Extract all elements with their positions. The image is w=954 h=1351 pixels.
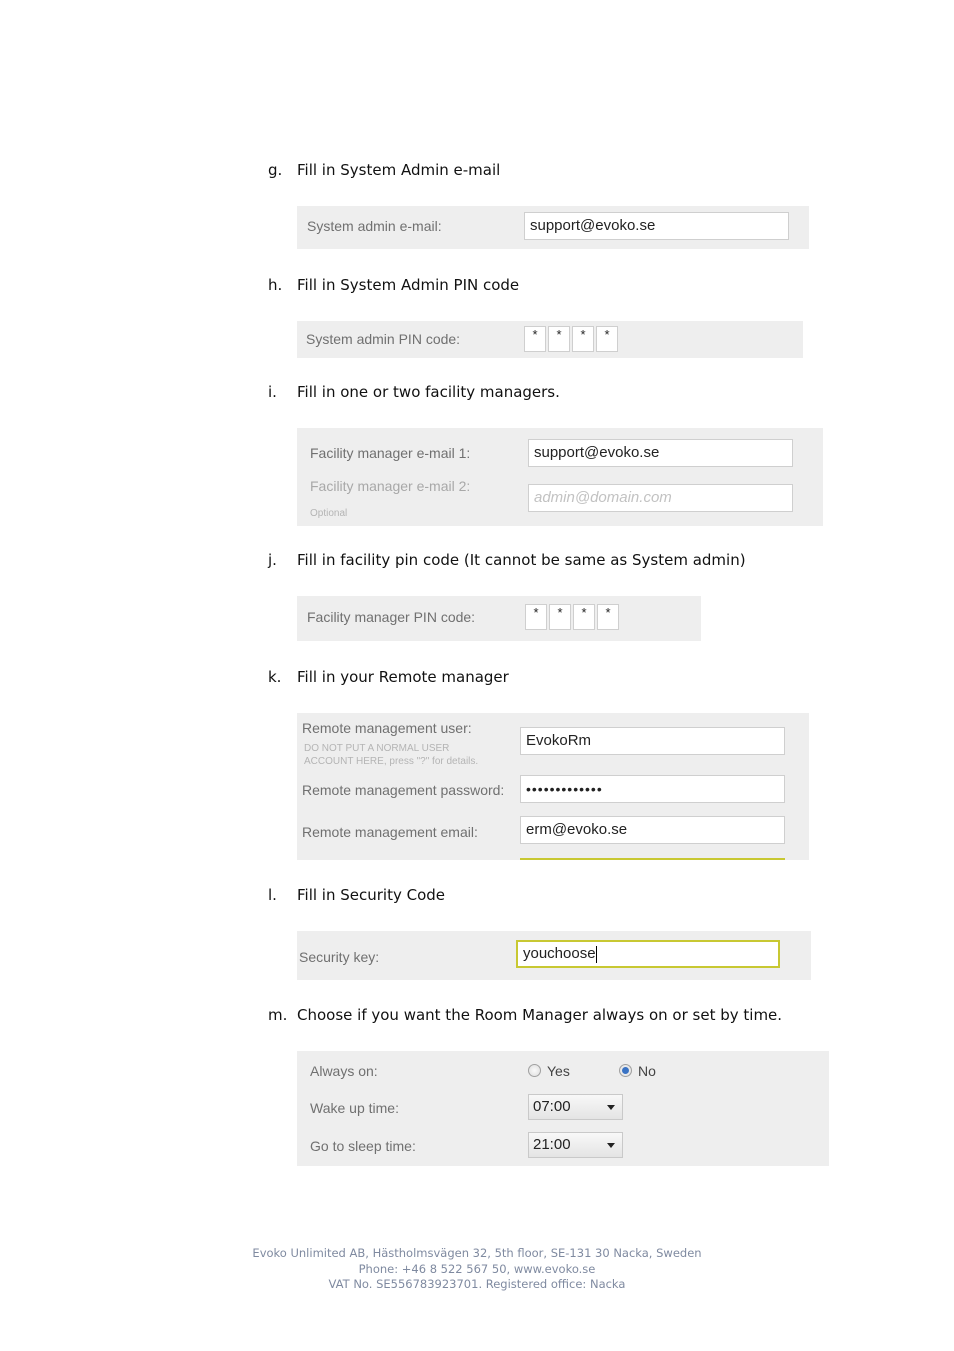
always-on-no-label[interactable]: No [638,1063,656,1079]
step-text: Fill in Security Code [297,886,446,904]
step-text: Fill in facility pin code (It cannot be same as System admin) [297,551,746,569]
remote-user-note-2: ACCOUNT HERE, press "?" for details. [304,756,479,767]
facility-email-1-label: Facility manager e-mail 1: [310,445,471,461]
step-marker: j. [268,551,277,569]
schedule-panel [297,1051,829,1166]
system-pin-digit-3[interactable]: * [572,326,594,352]
step-marker: m. [268,1006,288,1024]
step-marker: g. [268,161,283,179]
step-marker: k. [268,668,282,686]
remote-user-label: Remote management user: [302,720,472,736]
security-key-input[interactable] [516,940,780,968]
step-h [268,276,519,294]
sleep-time-label: Go to sleep time: [310,1138,416,1154]
always-on-label: Always on: [310,1063,378,1079]
footer [0,1246,954,1293]
chevron-down-icon [607,1105,615,1110]
step-g [268,161,500,179]
focus-underline [520,858,785,860]
step-text: Fill in one or two facility managers. [297,383,560,401]
security-key-value: youchoose [523,945,596,962]
always-on-yes-radio[interactable] [528,1064,541,1077]
step-marker: i. [268,383,277,401]
remote-email-input[interactable]: erm@evoko.se [520,816,785,844]
remote-user-input[interactable]: EvokoRm [520,727,785,755]
always-on-yes-label[interactable]: Yes [547,1063,570,1079]
system-pin-digit-4[interactable]: * [596,326,618,352]
step-text: Fill in System Admin e-mail [297,161,501,179]
chevron-down-icon [607,1143,615,1148]
facility-pin-digit-1[interactable]: * [525,604,547,630]
step-j [268,551,746,569]
facility-pin-label: Facility manager PIN code: [307,609,476,625]
footer-address: Evoko Unlimited AB, Hästholmsvägen 32, 5th floor, SE-131 30 Nacka, Sweden [252,1246,702,1260]
wake-up-time-value: 07:00 [533,1098,571,1115]
facility-pin-digit-4[interactable]: * [597,604,619,630]
remote-email-label: Remote management email: [302,824,478,840]
facility-pin-digit-3[interactable]: * [573,604,595,630]
system-email-panel [297,206,809,249]
facility-pin-panel [297,596,701,641]
system-pin-digit-2[interactable]: * [548,326,570,352]
facility-pin-digit-2[interactable]: * [549,604,571,630]
system-pin-panel [297,321,803,358]
facility-email-2-input[interactable]: admin@domain.com [528,484,793,512]
step-text: Fill in your Remote manager [297,668,509,686]
facility-email-1-input[interactable]: support@evoko.se [528,439,793,467]
step-i [268,383,560,401]
footer-phone: Phone: +46 8 522 567 50, www.evoko.se [358,1261,596,1276]
security-panel [297,931,811,980]
facility-email-2-optional: Optional [310,508,348,519]
step-m [268,1006,782,1024]
always-on-no-radio[interactable] [619,1064,632,1077]
step-marker: h. [268,276,283,294]
remote-user-note-1: DO NOT PUT A NORMAL USER [304,743,450,754]
system-pin-digit-1[interactable]: * [524,326,546,352]
step-k [268,668,509,686]
remote-panel [297,713,809,860]
step-l [268,886,445,904]
system-email-label: System admin e-mail: [307,218,442,234]
footer-vat: VAT No. SE556783923701. Registered office: Nacka [328,1277,626,1291]
wake-up-time-select[interactable] [528,1094,623,1120]
sleep-time-value: 21:00 [533,1136,571,1153]
remote-password-label: Remote management password: [302,782,505,798]
facility-panel [297,428,823,526]
remote-password-input[interactable]: ••••••••••••• [520,775,785,803]
system-email-input[interactable]: support@evoko.se [524,212,789,240]
facility-email-2-label: Facility manager e-mail 2: [310,478,471,494]
text-caret [596,946,597,963]
step-marker: l. [268,886,277,904]
step-text: Choose if you want the Room Manager always on or set by time. [297,1006,783,1024]
wake-up-time-label: Wake up time: [310,1100,399,1116]
security-key-label: Security key: [299,949,380,965]
sleep-time-select[interactable] [528,1132,623,1158]
system-pin-label: System admin PIN code: [306,331,461,347]
step-text: Fill in System Admin PIN code [297,276,520,294]
